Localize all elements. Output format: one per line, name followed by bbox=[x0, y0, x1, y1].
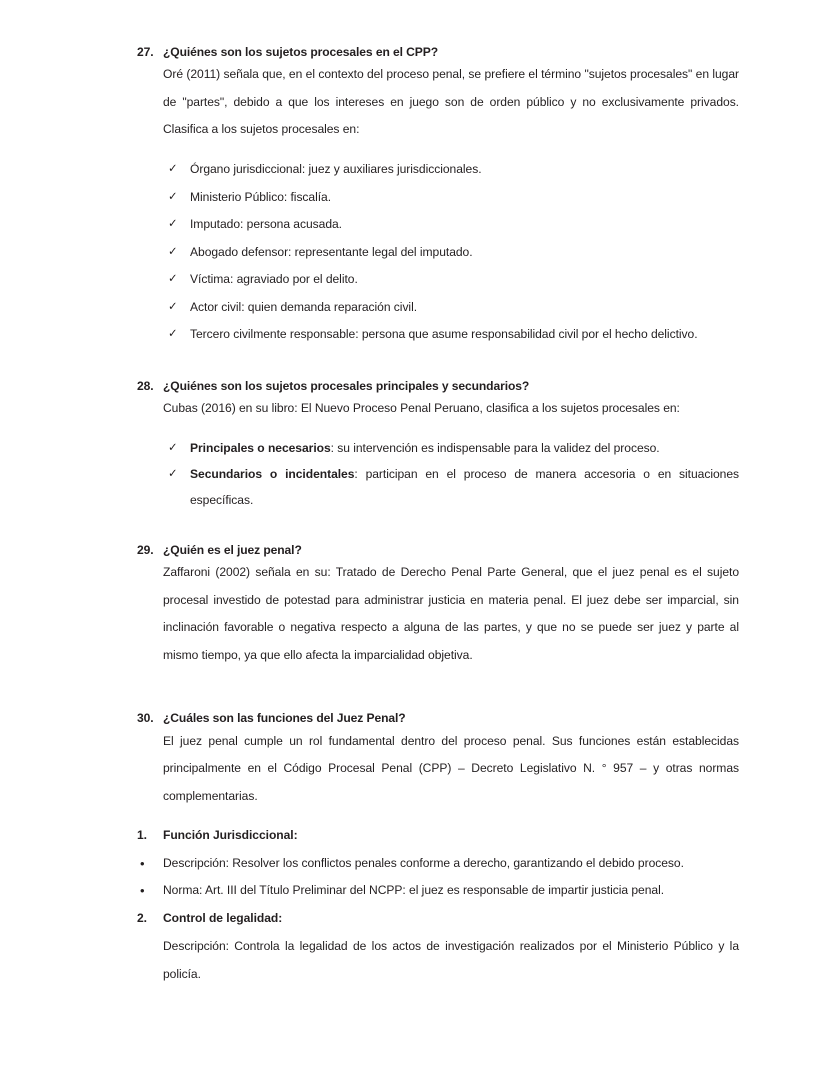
list-item bbox=[168, 184, 739, 212]
list-item bbox=[168, 435, 739, 461]
section-30-heading-text: ¿Cuáles son las funciones del Juez Penal? bbox=[163, 711, 406, 726]
section-27-paragraph: Oré (2011) señala que, en el contexto del proceso penal, se prefiere el término "sujetos procesales" en lugar de "partes", debido a que los intereses en juego son de orden público y no exclusivamente privados. Clasifica a los sujetos procesales en: bbox=[163, 67, 739, 137]
check-icon: ✓ bbox=[168, 441, 178, 454]
section-27 bbox=[137, 45, 739, 349]
section-28-number: 28. bbox=[137, 378, 154, 393]
list-item-lead: Principales o necesarios bbox=[190, 440, 331, 455]
list-item bbox=[168, 239, 739, 267]
list-item bbox=[168, 294, 739, 322]
spacer bbox=[137, 349, 739, 379]
function-2-paragraph: Descripción: Controla la legalidad de los actos de investigación realizados por el Ministerio Público y la policía. bbox=[163, 939, 739, 981]
section-30-paragraph: El juez penal cumple un rol fundamental dentro del proceso penal. Sus funciones están establecidas principalmente en el Código Procesal Penal (CPP) – Decreto Legislativo N. ° 957 – y otras normas complementarias. bbox=[163, 733, 739, 803]
section-28-list bbox=[137, 435, 739, 513]
list-item bbox=[168, 321, 739, 349]
section-29-heading-text: ¿Quién es el juez penal? bbox=[163, 542, 302, 557]
list-item-text: Ministerio Público: fiscalía. bbox=[190, 189, 332, 204]
section-28 bbox=[137, 379, 739, 513]
function-2-number: 2. bbox=[137, 910, 147, 925]
check-icon: ✓ bbox=[168, 467, 178, 480]
list-item bbox=[137, 877, 739, 905]
list-item-text: Actor civil: quien demanda reparación civil. bbox=[190, 299, 418, 314]
section-29 bbox=[137, 543, 739, 669]
list-item-text: Órgano jurisdiccional: juez y auxiliares jurisdiccionales. bbox=[190, 162, 482, 177]
list-item-text: Imputado: persona acusada. bbox=[190, 217, 342, 232]
check-icon: ✓ bbox=[168, 273, 178, 286]
spacer bbox=[137, 513, 739, 543]
section-30-number: 30. bbox=[137, 711, 154, 726]
check-icon: ✓ bbox=[168, 163, 178, 176]
function-2-title-suffix: : bbox=[278, 910, 283, 925]
function-1-title bbox=[137, 822, 739, 850]
list-item-text: Norma: Art. III del Título Preliminar del NCPP: el juez es responsable de impartir justicia penal. bbox=[163, 883, 665, 898]
list-item bbox=[168, 266, 739, 294]
list-item-text: : participan en el proceso de manera accesoria o en situaciones específicas. bbox=[190, 466, 739, 507]
section-29-heading bbox=[137, 543, 739, 558]
list-item bbox=[168, 461, 739, 513]
list-item bbox=[168, 211, 739, 239]
check-icon: ✓ bbox=[168, 328, 178, 341]
list-item-text: Descripción: Resolver los conflictos penales conforme a derecho, garantizando el debido proceso. bbox=[163, 855, 684, 870]
bullet-icon: • bbox=[140, 883, 145, 899]
section-27-heading bbox=[137, 45, 739, 60]
function-2-title bbox=[137, 905, 739, 933]
section-28-heading-text: ¿Quiénes son los sujetos procesales principales y secundarios? bbox=[163, 378, 530, 393]
section-28-heading bbox=[137, 379, 739, 394]
section-27-heading-text: ¿Quiénes son los sujetos procesales en el CPP? bbox=[163, 45, 438, 59]
bullet-icon: • bbox=[140, 855, 145, 871]
function-1-number: 1. bbox=[137, 828, 147, 843]
list-item bbox=[137, 850, 739, 878]
section-27-number: 27. bbox=[137, 45, 154, 59]
document-body bbox=[137, 45, 739, 988]
list-item-text: : su intervención es indispensable para la validez del proceso. bbox=[330, 440, 660, 455]
check-icon: ✓ bbox=[168, 190, 178, 203]
list-item-text: Tercero civilmente responsable: persona que asume responsabilidad civil por el hecho delictivo. bbox=[190, 327, 698, 342]
list-item-text: Víctima: agraviado por el delito. bbox=[190, 272, 358, 287]
function-1-title-suffix: : bbox=[293, 828, 298, 843]
function-1-title-text: Función Jurisdiccional bbox=[163, 828, 294, 843]
list-item-text: Abogado defensor: representante legal del imputado. bbox=[190, 244, 473, 259]
section-29-paragraph: Zaffaroni (2002) señala en su: Tratado de Derecho Penal Parte General, que el juez penal es el sujeto procesal investido de potestad para administrar justicia en materia penal. El juez debe ser imparcial, sin inclinación favorable o negativa respecto a alguna de las partes, y que no se puede ser juez y parte al mismo tiempo, ya que ello afecta la imparcialidad objetiva. bbox=[163, 565, 739, 662]
check-icon: ✓ bbox=[168, 245, 178, 258]
section-28-paragraph: Cubas (2016) en su libro: El Nuevo Proceso Penal Peruano, clasifica a los sujetos procesales en: bbox=[163, 401, 680, 416]
section-30 bbox=[137, 711, 739, 810]
spacer bbox=[137, 681, 739, 711]
section-27-list bbox=[137, 156, 739, 349]
section-29-number: 29. bbox=[137, 542, 154, 557]
list-item-lead: Secundarios o incidentales bbox=[190, 466, 355, 481]
function-2-title-text: Control de legalidad bbox=[163, 910, 279, 925]
section-30-heading bbox=[137, 711, 739, 726]
check-icon: ✓ bbox=[168, 300, 178, 313]
list-item bbox=[168, 156, 739, 184]
check-icon: ✓ bbox=[168, 218, 178, 231]
function-1-bullets bbox=[137, 850, 739, 905]
